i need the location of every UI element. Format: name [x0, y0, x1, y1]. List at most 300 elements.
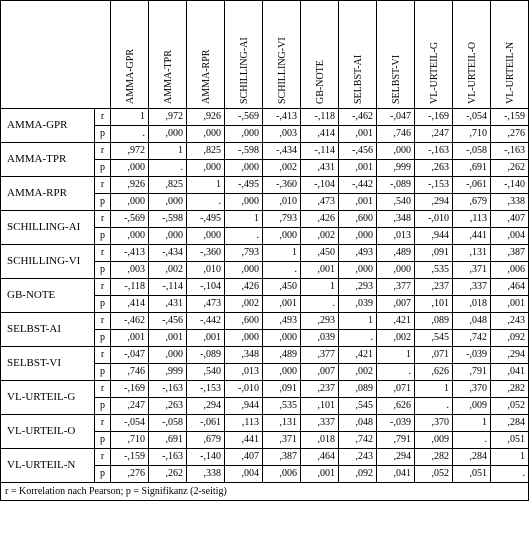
column-header	[111, 1, 149, 109]
significance-cell: .	[415, 398, 453, 415]
table-row	[1, 381, 529, 398]
correlation-cell: ,793	[263, 211, 301, 228]
significance-cell: ,535	[263, 398, 301, 415]
stat-label-p: p	[95, 126, 111, 143]
correlation-cell: -,495	[225, 177, 263, 194]
significance-cell: ,791	[453, 364, 491, 381]
correlation-cell: ,489	[263, 347, 301, 364]
significance-cell: ,000	[225, 262, 263, 279]
correlation-cell: -,118	[111, 279, 149, 296]
significance-cell: ,009	[415, 432, 453, 449]
significance-cell: ,000	[149, 194, 187, 211]
header-row	[1, 1, 529, 109]
correlation-cell: ,293	[301, 313, 339, 330]
correlation-cell: ,048	[339, 415, 377, 432]
significance-cell: .	[111, 126, 149, 143]
stat-label-p: p	[95, 262, 111, 279]
significance-cell: ,473	[187, 296, 225, 313]
significance-cell: ,746	[377, 126, 415, 143]
significance-cell: ,051	[491, 432, 529, 449]
footnote-row	[1, 483, 529, 501]
significance-cell: ,431	[301, 160, 339, 177]
significance-cell: ,000	[339, 262, 377, 279]
significance-cell: ,018	[301, 432, 339, 449]
row-variable-label: AMMA-GPR	[1, 109, 95, 143]
significance-cell: ,001	[301, 466, 339, 483]
significance-cell: ,052	[415, 466, 453, 483]
correlation-cell: ,348	[225, 347, 263, 364]
correlation-cell: ,282	[491, 381, 529, 398]
significance-cell: ,010	[187, 262, 225, 279]
significance-cell: ,007	[377, 296, 415, 313]
correlation-cell: ,793	[225, 245, 263, 262]
correlation-cell: -,039	[453, 347, 491, 364]
significance-cell: ,041	[377, 466, 415, 483]
significance-cell: ,000	[225, 330, 263, 347]
correlation-cell: ,450	[301, 245, 339, 262]
table-row	[1, 177, 529, 194]
correlation-cell: ,237	[301, 381, 339, 398]
stat-label-p: p	[95, 194, 111, 211]
correlation-cell: ,071	[377, 381, 415, 398]
correlation-cell: -,047	[377, 109, 415, 126]
column-header-label: VL-URTEIL-N	[504, 41, 516, 104]
significance-cell: ,101	[415, 296, 453, 313]
significance-cell: ,009	[453, 398, 491, 415]
table-row	[1, 449, 529, 466]
correlation-cell: 1	[415, 381, 453, 398]
significance-cell: ,441	[453, 228, 491, 245]
significance-cell: ,051	[453, 466, 491, 483]
correlation-cell: -,118	[301, 109, 339, 126]
stat-label-r: r	[95, 211, 111, 228]
significance-cell: ,092	[339, 466, 377, 483]
significance-cell: ,276	[491, 126, 529, 143]
significance-cell: ,742	[453, 330, 491, 347]
significance-cell: ,001	[149, 330, 187, 347]
correlation-cell: -,140	[187, 449, 225, 466]
significance-cell: .	[377, 364, 415, 381]
significance-cell: ,944	[415, 228, 453, 245]
correlation-cell: -,163	[415, 143, 453, 160]
correlation-cell: -,104	[187, 279, 225, 296]
table-row	[1, 347, 529, 364]
significance-cell: ,000	[149, 126, 187, 143]
correlation-cell: -,169	[111, 381, 149, 398]
column-header-label: VL-URTEIL-O	[466, 41, 478, 104]
correlation-cell: -,434	[149, 245, 187, 262]
correlation-cell: ,284	[491, 415, 529, 432]
correlation-cell: -,462	[111, 313, 149, 330]
significance-cell: ,001	[491, 296, 529, 313]
significance-cell: ,000	[263, 364, 301, 381]
row-variable-label: AMMA-TPR	[1, 143, 95, 177]
stat-label-r: r	[95, 415, 111, 432]
significance-cell: ,000	[187, 228, 225, 245]
correlation-cell: -,442	[339, 177, 377, 194]
significance-cell: ,545	[339, 398, 377, 415]
significance-cell: ,247	[415, 126, 453, 143]
correlation-cell: -,010	[415, 211, 453, 228]
significance-cell: ,000	[377, 262, 415, 279]
correlation-cell: -,047	[111, 347, 149, 364]
correlation-cell: -,039	[377, 415, 415, 432]
correlation-cell: -,442	[187, 313, 225, 330]
correlation-cell: ,294	[377, 449, 415, 466]
correlation-cell: ,493	[263, 313, 301, 330]
significance-cell: ,000	[263, 228, 301, 245]
column-header-label: SELBST-AI	[352, 54, 364, 104]
correlation-cell: ,243	[339, 449, 377, 466]
correlation-cell: ,131	[453, 245, 491, 262]
correlation-cell: -,159	[491, 109, 529, 126]
row-variable-label: VL-URTEIL-G	[1, 381, 95, 415]
column-header-label: SELBST-VI	[390, 54, 402, 104]
correlation-cell: ,377	[301, 347, 339, 364]
table-row	[1, 143, 529, 160]
significance-cell: ,371	[263, 432, 301, 449]
column-header	[263, 1, 301, 109]
correlation-cell: -,114	[301, 143, 339, 160]
correlation-cell: ,489	[377, 245, 415, 262]
stat-label-r: r	[95, 109, 111, 126]
row-variable-label: SCHILLING-AI	[1, 211, 95, 245]
significance-cell: ,414	[111, 296, 149, 313]
column-header	[415, 1, 453, 109]
significance-cell: ,540	[187, 364, 225, 381]
stat-label-r: r	[95, 143, 111, 160]
correlation-cell: -,598	[149, 211, 187, 228]
column-header	[339, 1, 377, 109]
correlation-cell: -,169	[415, 109, 453, 126]
significance-cell: .	[149, 160, 187, 177]
column-header-label: AMMA-TPR	[162, 50, 174, 104]
correlation-cell: ,464	[301, 449, 339, 466]
correlation-cell: -,163	[149, 381, 187, 398]
correlation-cell: -,434	[263, 143, 301, 160]
stat-label-p: p	[95, 296, 111, 313]
correlation-cell: -,462	[339, 109, 377, 126]
correlation-cell: ,337	[453, 279, 491, 296]
table-row	[1, 313, 529, 330]
correlation-cell: -,569	[225, 109, 263, 126]
column-header	[225, 1, 263, 109]
significance-cell: .	[225, 228, 263, 245]
table-row	[1, 415, 529, 432]
significance-cell: ,010	[263, 194, 301, 211]
correlation-cell: -,360	[187, 245, 225, 262]
column-header-label: GB-NOTE	[314, 60, 326, 104]
table-row	[1, 279, 529, 296]
table-row	[1, 245, 529, 262]
correlation-cell: ,293	[339, 279, 377, 296]
stat-label-r: r	[95, 279, 111, 296]
significance-cell: ,003	[263, 126, 301, 143]
correlation-cell: -,456	[339, 143, 377, 160]
correlation-cell: -,153	[415, 177, 453, 194]
correlation-cell: ,426	[301, 211, 339, 228]
correlation-cell: ,825	[187, 143, 225, 160]
correlation-cell: ,387	[263, 449, 301, 466]
correlation-cell: -,089	[377, 177, 415, 194]
significance-cell: ,414	[301, 126, 339, 143]
significance-cell: ,039	[339, 296, 377, 313]
correlation-cell: ,000	[149, 347, 187, 364]
stat-label-p: p	[95, 160, 111, 177]
correlation-cell: ,600	[225, 313, 263, 330]
correlation-cell: ,493	[339, 245, 377, 262]
correlation-cell: -,456	[149, 313, 187, 330]
significance-cell: ,004	[491, 228, 529, 245]
significance-cell: ,338	[491, 194, 529, 211]
correlation-cell: -,598	[225, 143, 263, 160]
correlation-cell: ,089	[415, 313, 453, 330]
significance-cell: ,000	[225, 160, 263, 177]
significance-cell: ,101	[301, 398, 339, 415]
correlation-cell: ,091	[415, 245, 453, 262]
correlation-cell: ,282	[415, 449, 453, 466]
correlation-cell: 1	[491, 449, 529, 466]
significance-cell: .	[187, 194, 225, 211]
significance-cell: ,431	[149, 296, 187, 313]
correlation-cell: ,450	[263, 279, 301, 296]
correlation-cell: 1	[377, 347, 415, 364]
correlation-cell: -,159	[111, 449, 149, 466]
significance-cell: ,002	[339, 364, 377, 381]
column-header-label: VL-URTEIL-G	[428, 41, 440, 104]
stat-label-p: p	[95, 398, 111, 415]
significance-cell: ,000	[187, 126, 225, 143]
significance-cell: ,944	[225, 398, 263, 415]
significance-cell: ,371	[453, 262, 491, 279]
stat-label-p: p	[95, 364, 111, 381]
correlation-cell: ,370	[453, 381, 491, 398]
significance-cell: ,710	[453, 126, 491, 143]
correlation-cell: ,377	[377, 279, 415, 296]
column-header-label: AMMA-GPR	[124, 48, 136, 104]
correlation-cell: ,048	[453, 313, 491, 330]
correlation-cell: ,294	[491, 347, 529, 364]
significance-cell: ,001	[339, 160, 377, 177]
correlation-cell: -,089	[187, 347, 225, 364]
significance-cell: ,441	[225, 432, 263, 449]
significance-cell: ,001	[339, 126, 377, 143]
significance-cell: .	[453, 432, 491, 449]
significance-cell: ,999	[377, 160, 415, 177]
stat-label-p: p	[95, 330, 111, 347]
footnote: r = Korrelation nach Pearson; p = Signifikanz (2-seitig)	[1, 483, 529, 501]
stat-label-r: r	[95, 313, 111, 330]
significance-cell: ,092	[491, 330, 529, 347]
significance-cell: ,001	[111, 330, 149, 347]
correlation-cell: ,426	[225, 279, 263, 296]
significance-cell: ,001	[263, 296, 301, 313]
column-header	[187, 1, 225, 109]
stat-label-p: p	[95, 432, 111, 449]
column-header	[453, 1, 491, 109]
correlation-cell: -,061	[453, 177, 491, 194]
correlation-cell: 1	[225, 211, 263, 228]
column-header	[149, 1, 187, 109]
significance-cell: ,001	[301, 262, 339, 279]
correlation-cell: 1	[149, 143, 187, 160]
table-row	[1, 211, 529, 228]
correlation-cell: -,569	[111, 211, 149, 228]
significance-cell: ,791	[377, 432, 415, 449]
significance-cell: ,039	[301, 330, 339, 347]
significance-cell: ,294	[187, 398, 225, 415]
stat-label-r: r	[95, 177, 111, 194]
correlation-cell: 1	[187, 177, 225, 194]
significance-cell: ,002	[377, 330, 415, 347]
stat-label-r: r	[95, 245, 111, 262]
correlation-cell: ,421	[339, 347, 377, 364]
significance-cell: ,679	[187, 432, 225, 449]
significance-cell: ,710	[111, 432, 149, 449]
significance-cell: ,626	[377, 398, 415, 415]
significance-cell: ,262	[149, 466, 187, 483]
significance-cell: ,691	[149, 432, 187, 449]
significance-cell: ,006	[491, 262, 529, 279]
correlation-cell: -,495	[187, 211, 225, 228]
significance-cell: ,000	[225, 126, 263, 143]
significance-cell: ,007	[301, 364, 339, 381]
significance-cell: ,276	[111, 466, 149, 483]
significance-cell: .	[491, 466, 529, 483]
correlation-cell: -,360	[263, 177, 301, 194]
significance-cell: ,013	[225, 364, 263, 381]
significance-cell: ,006	[263, 466, 301, 483]
significance-cell: ,052	[491, 398, 529, 415]
correlation-cell: ,926	[187, 109, 225, 126]
correlation-cell: ,387	[491, 245, 529, 262]
correlation-cell: ,825	[149, 177, 187, 194]
column-header	[301, 1, 339, 109]
significance-cell: ,000	[149, 228, 187, 245]
significance-cell: ,263	[149, 398, 187, 415]
correlation-cell: ,972	[111, 143, 149, 160]
significance-cell: ,000	[339, 228, 377, 245]
significance-cell: ,002	[225, 296, 263, 313]
significance-cell: ,000	[111, 194, 149, 211]
row-variable-label: VL-URTEIL-O	[1, 415, 95, 449]
correlation-cell: -,114	[149, 279, 187, 296]
significance-cell: ,000	[225, 194, 263, 211]
correlation-cell: ,113	[225, 415, 263, 432]
stat-label-p: p	[95, 466, 111, 483]
row-variable-label: SELBST-AI	[1, 313, 95, 347]
correlation-cell: -,153	[187, 381, 225, 398]
correlation-cell: ,972	[149, 109, 187, 126]
correlation-cell: -,163	[491, 143, 529, 160]
significance-cell: ,001	[339, 194, 377, 211]
header-corner	[1, 1, 111, 109]
correlation-cell: -,054	[453, 109, 491, 126]
significance-cell: ,001	[187, 330, 225, 347]
correlation-cell: ,421	[377, 313, 415, 330]
row-variable-label: SCHILLING-VI	[1, 245, 95, 279]
significance-cell: ,041	[491, 364, 529, 381]
significance-cell: ,002	[301, 228, 339, 245]
correlation-cell: ,237	[415, 279, 453, 296]
significance-cell: ,294	[415, 194, 453, 211]
correlation-cell: -,413	[111, 245, 149, 262]
significance-cell: ,247	[111, 398, 149, 415]
correlation-cell: 1	[263, 245, 301, 262]
significance-cell: ,473	[301, 194, 339, 211]
significance-cell: ,263	[415, 160, 453, 177]
significance-cell: ,000	[187, 160, 225, 177]
correlation-cell: -,140	[491, 177, 529, 194]
correlation-cell: ,071	[415, 347, 453, 364]
correlation-cell: ,370	[415, 415, 453, 432]
stat-label-p: p	[95, 228, 111, 245]
column-header-label: SCHILLING-VI	[276, 37, 288, 104]
correlation-cell: -,010	[225, 381, 263, 398]
row-variable-label: VL-URTEIL-N	[1, 449, 95, 483]
correlation-cell: ,407	[491, 211, 529, 228]
significance-cell: ,540	[377, 194, 415, 211]
significance-cell: ,679	[453, 194, 491, 211]
correlation-cell: -,058	[453, 143, 491, 160]
significance-cell: ,999	[149, 364, 187, 381]
correlation-cell: -,058	[149, 415, 187, 432]
stat-label-r: r	[95, 347, 111, 364]
correlation-cell: -,054	[111, 415, 149, 432]
row-variable-label: AMMA-RPR	[1, 177, 95, 211]
correlation-cell: ,337	[301, 415, 339, 432]
column-header	[377, 1, 415, 109]
column-header	[491, 1, 529, 109]
correlation-cell: ,284	[453, 449, 491, 466]
correlation-cell: 1	[453, 415, 491, 432]
significance-cell: ,535	[415, 262, 453, 279]
correlation-cell: -,413	[263, 109, 301, 126]
significance-cell: ,018	[453, 296, 491, 313]
significance-cell: ,691	[453, 160, 491, 177]
correlation-cell: ,089	[339, 381, 377, 398]
significance-cell: ,746	[111, 364, 149, 381]
significance-cell: ,003	[111, 262, 149, 279]
correlation-cell: -,061	[187, 415, 225, 432]
significance-cell: .	[263, 262, 301, 279]
correlation-cell: ,926	[111, 177, 149, 194]
significance-cell: ,002	[149, 262, 187, 279]
significance-cell: .	[301, 296, 339, 313]
significance-cell: ,002	[263, 160, 301, 177]
stat-label-r: r	[95, 449, 111, 466]
correlation-cell: ,464	[491, 279, 529, 296]
significance-cell: .	[339, 330, 377, 347]
table-body	[1, 109, 529, 483]
column-header-label: AMMA-RPR	[200, 49, 212, 104]
significance-cell: ,262	[491, 160, 529, 177]
significance-cell: ,545	[415, 330, 453, 347]
correlation-cell: ,091	[263, 381, 301, 398]
correlation-cell: ,243	[491, 313, 529, 330]
correlation-cell: ,600	[339, 211, 377, 228]
correlation-cell: ,113	[453, 211, 491, 228]
correlation-cell: 1	[301, 279, 339, 296]
stat-label-r: r	[95, 381, 111, 398]
correlation-cell: -,104	[301, 177, 339, 194]
correlation-cell: 1	[339, 313, 377, 330]
correlation-cell: 1	[111, 109, 149, 126]
significance-cell: ,013	[377, 228, 415, 245]
significance-cell: ,000	[263, 330, 301, 347]
row-variable-label: GB-NOTE	[1, 279, 95, 313]
significance-cell: ,338	[187, 466, 225, 483]
